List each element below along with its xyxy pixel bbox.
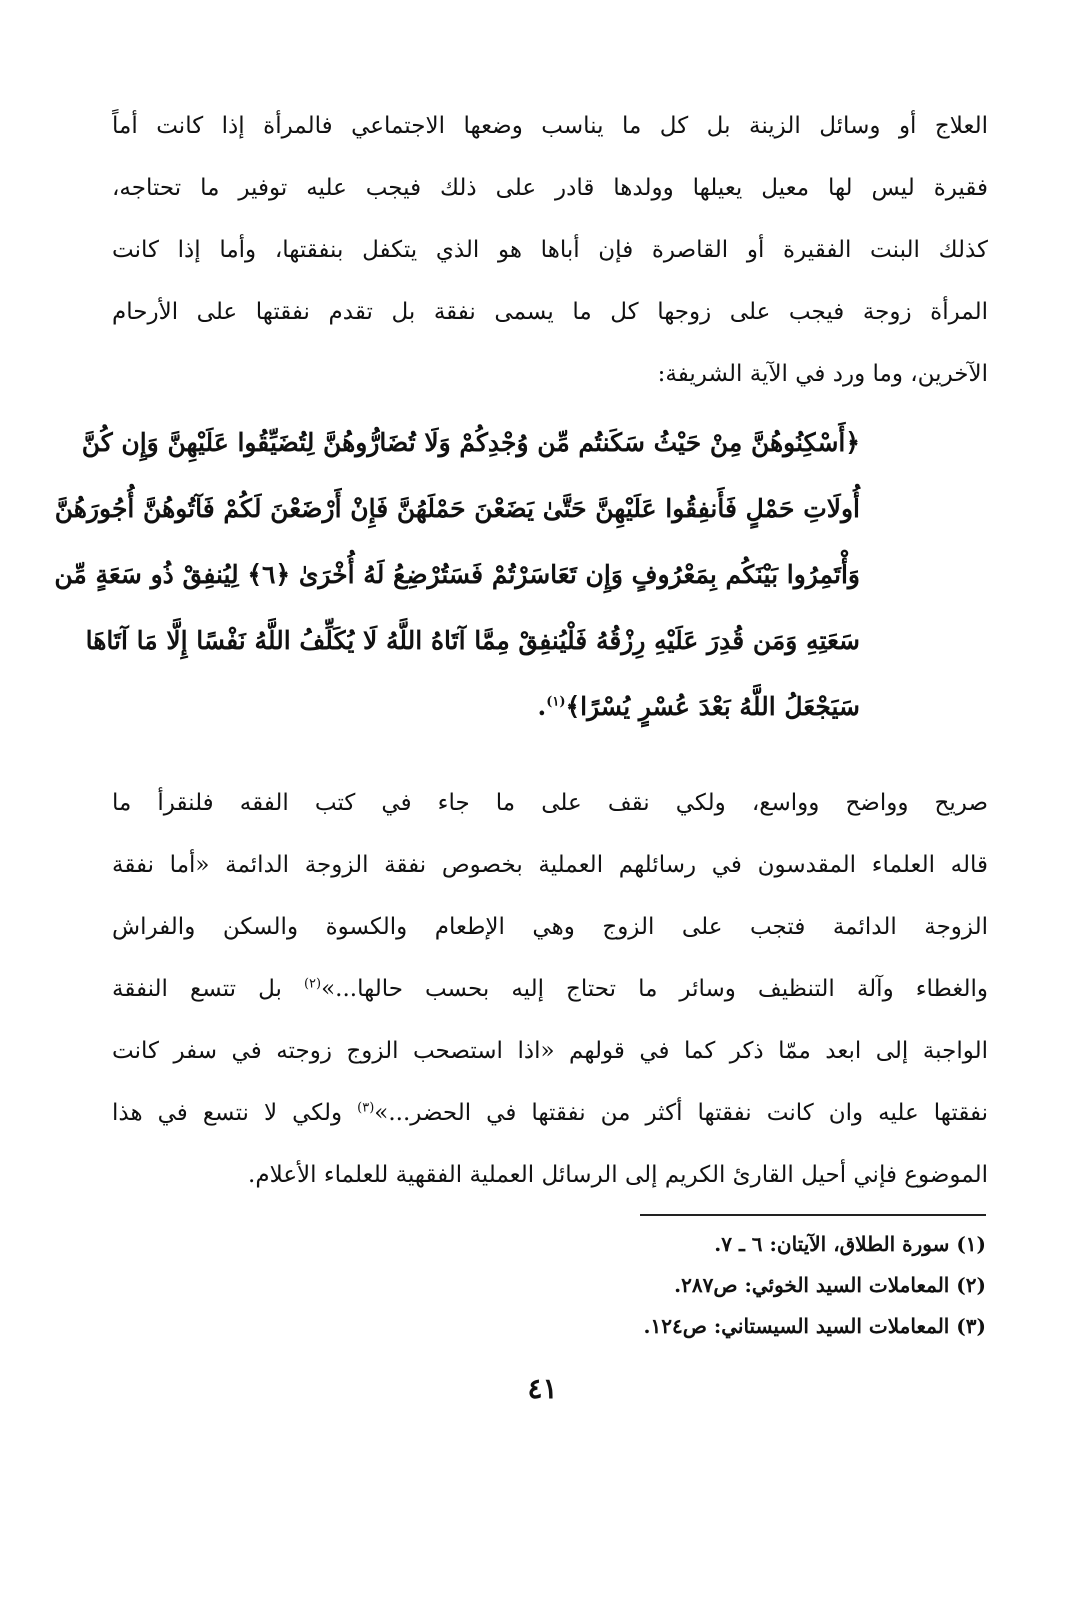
verse-line: سَعَتِهِ وَمَن قُدِرَ عَلَيْهِ رِزْقُهُ فَلْيُنفِقْ مِمَّا آتَاهُ اللَّهُ لَا يُكَلِّفُ اللَّهُ نَفْسًا إِلَّا مَا آتَاهَا	[85, 626, 860, 655]
text-line: كذلك البنت الفقيرة أو القاصرة فإن أباها هو الذي يتكفل بنفقتها، وأما إذا كانت	[112, 237, 988, 263]
footnote: (٢) المعاملات السيد الخوئي: ص٢٨٧.	[674, 1273, 986, 1297]
text-line: فقيرة ليس لها معيل يعيلها وولدها قادر على ذلك فيجب عليه توفير ما تحتاجه،	[112, 175, 988, 201]
text-segment: نفقتها عليه وان كانت نفقتها أكثر من نفقتها في الحضر...»	[374, 1100, 988, 1126]
footnote-divider	[640, 1214, 986, 1216]
intro-paragraph	[112, 95, 988, 405]
page-number: ٤١	[527, 1372, 558, 1405]
footnote: (١) سورة الطلاق، الآيتان: ٦ ـ ٧.	[714, 1232, 986, 1256]
verse-line: أُولَاتِ حَمْلٍ فَأَنفِقُوا عَلَيْهِنَّ حَتَّىٰ يَضَعْنَ حَمْلَهُنَّ فَإِنْ أَرْضَعْنَ لَكُمْ فَآتُوهُنَّ أُجُورَهُنَّ	[54, 494, 860, 523]
footnote: (٣) المعاملات السيد السيستاني: ص١٢٤.	[643, 1314, 986, 1338]
text-line	[112, 958, 988, 1020]
text-line: الموضوع فإني أحيل القارئ الكريم إلى الرسائل العملية الفقهية للعلماء الأعلام.	[248, 1162, 988, 1188]
footnote-marker: (١)	[546, 694, 566, 710]
text-segment: بل تتسع النفقة	[112, 976, 304, 1002]
verse-end-punct: .	[537, 692, 547, 721]
footnotes	[500, 1224, 986, 1347]
text-line: قاله العلماء المقدسون في رسائلهم العملية بخصوص نفقة الزوجة الدائمة «أما نفقة	[112, 852, 988, 878]
body-paragraph	[112, 772, 988, 1206]
verse-text: سَيَجْعَلُ اللَّهُ بَعْدَ عُسْرٍ يُسْرًا﴾	[565, 692, 860, 721]
text-segment: والغطاء وآلة التنظيف وسائر ما تحتاج إليه بحسب حالها...»	[321, 976, 988, 1002]
text-line: الآخرين، وما ورد في الآية الشريفة:	[657, 361, 988, 387]
verse-line: ﴿أَسْكِنُوهُنَّ مِنْ حَيْثُ سَكَنتُم مِّن وُجْدِكُمْ وَلَا تُضَارُّوهُنَّ لِتُضَيِّقُوا عَلَيْهِنَّ وَإِن كُنَّ	[81, 428, 860, 457]
text-line: الواجبة إلى ابعد ممّا ذكر كما في قولهم «اذا استصحب الزوج زوجته في سفر كانت	[112, 1038, 988, 1064]
verse-line: وَأْتَمِرُوا بَيْنَكُم بِمَعْرُوفٍ وَإِن تَعَاسَرْتُمْ فَسَتُرْضِعُ لَهُ أُخْرَىٰ ﴿٦﴾ لِيُنفِقْ ذُو سَعَةٍ مِّن	[54, 560, 860, 589]
footnote-marker: (٢)	[303, 976, 322, 992]
text-line: العلاج أو وسائل الزينة بل كل ما يناسب وضعها الاجتماعي فالمرأة إذا كانت أماً	[112, 113, 988, 139]
text-line: صريح وواضح وواسع، ولكي نقف على ما جاء في كتب الفقه فلنقرأ ما	[112, 790, 988, 816]
text-line	[112, 1082, 988, 1144]
text-line: الزوجة الدائمة فتجب على الزوج وهي الإطعام والكسوة والسكن والفراش	[112, 914, 988, 940]
text-line: المرأة زوجة فيجب على زوجها كل ما يسمى نفقة بل تقدم نفقتها على الأرحام	[112, 299, 988, 325]
text-segment: ولكي لا نتسع في هذا	[112, 1100, 358, 1126]
quran-verse	[54, 410, 860, 740]
footnote-marker: (٣)	[357, 1100, 375, 1116]
verse-line	[112, 674, 860, 740]
